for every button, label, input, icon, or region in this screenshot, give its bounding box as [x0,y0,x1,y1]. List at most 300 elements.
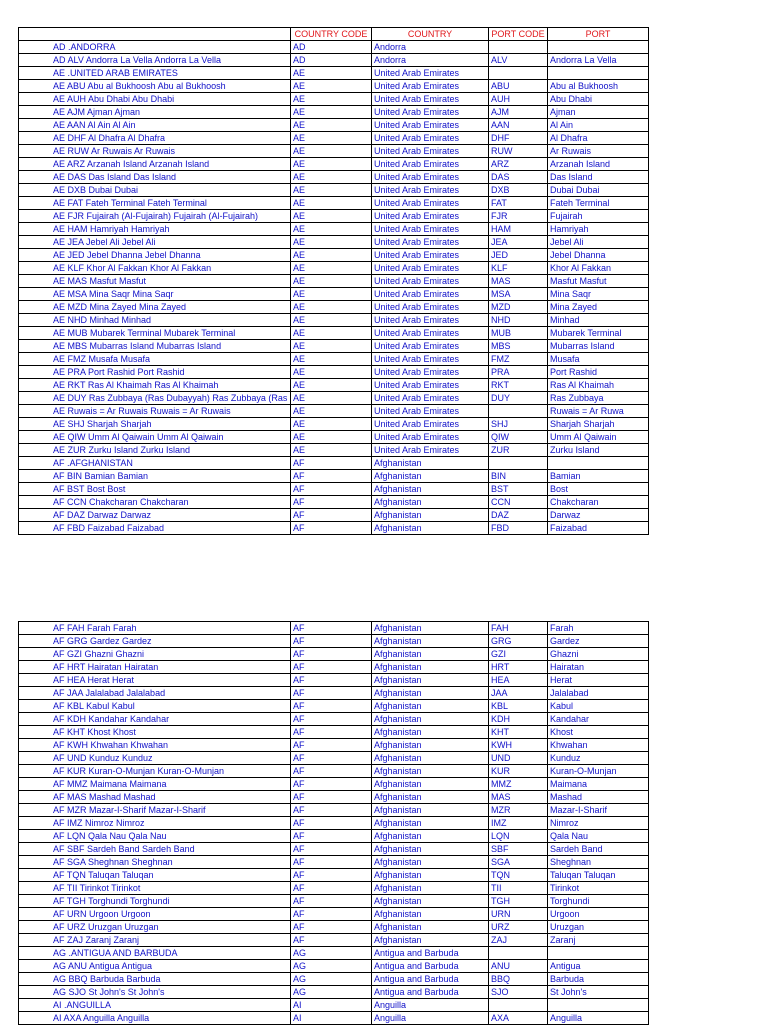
cell-port [548,947,649,960]
cell-port: Fateh Terminal [548,197,649,210]
cell-description: AE FMZ Musafa Musafa [19,353,291,366]
table-row [19,648,649,661]
table-row [19,661,649,674]
cell-country-code: AF [291,804,372,817]
table-row [19,132,649,145]
cell-description: AF KWH Khwahan Khwahan [19,739,291,752]
table-row [19,973,649,986]
cell-port: Nimroz [548,817,649,830]
cell-description: AF URN Urgoon Urgoon [19,908,291,921]
cell-port-code: KDH [489,713,548,726]
cell-port: Mina Saqr [548,288,649,301]
cell-port: Torghundi [548,895,649,908]
table-row [19,249,649,262]
cell-port-code [489,457,548,470]
cell-port: Sheghnan [548,856,649,869]
cell-country: Afghanistan [372,635,489,648]
cell-port: Kuran-O-Munjan [548,765,649,778]
cell-country: Afghanistan [372,791,489,804]
cell-description: AE DHF Al Dhafra Al Dhafra [19,132,291,145]
cell-country-code: AF [291,895,372,908]
cell-port: Maimana [548,778,649,791]
cell-port-code: HRT [489,661,548,674]
cell-country: Afghanistan [372,934,489,947]
cell-country-code: AF [291,817,372,830]
cell-country: United Arab Emirates [372,431,489,444]
cell-country: Afghanistan [372,778,489,791]
cell-country-code: AE [291,418,372,431]
cell-country-code: AE [291,236,372,249]
cell-country-code: AF [291,483,372,496]
cell-description: AF KBL Kabul Kabul [19,700,291,713]
table-row [19,197,649,210]
cell-description: AE DAS Das Island Das Island [19,171,291,184]
cell-port: Mazar-I-Sharif [548,804,649,817]
cell-country-code: AE [291,210,372,223]
cell-country: United Arab Emirates [372,444,489,457]
cell-country-code: AF [291,843,372,856]
cell-country-code: AF [291,856,372,869]
cell-port: Faizabad [548,522,649,535]
cell-country-code: AF [291,830,372,843]
cell-country-code: AF [291,921,372,934]
cell-port: Jebel Ali [548,236,649,249]
cell-country: United Arab Emirates [372,80,489,93]
cell-country: United Arab Emirates [372,405,489,418]
cell-country-code: AD [291,41,372,54]
cell-port: Ar Ruwais [548,145,649,158]
cell-port: Gardez [548,635,649,648]
cell-country-code: AE [291,327,372,340]
cell-country: United Arab Emirates [372,93,489,106]
cell-country-code: AE [291,431,372,444]
cell-description: AE MBS Mubarras Island Mubarras Island [19,340,291,353]
cell-port: Farah [548,622,649,635]
table-row [19,483,649,496]
cell-port: Urgoon [548,908,649,921]
cell-country: United Arab Emirates [372,236,489,249]
cell-port: Khor Al Fakkan [548,262,649,275]
cell-country-code: AF [291,882,372,895]
port-codes-table-2 [18,621,649,1025]
cell-port: Anguilla [548,1012,649,1025]
cell-description: AE FJR Fujairah (Al-Fujairah) Fujairah (Al-Fujairah) [19,210,291,223]
cell-port-code: UND [489,752,548,765]
cell-port: Zurku Island [548,444,649,457]
cell-country: United Arab Emirates [372,171,489,184]
cell-port-code: DHF [489,132,548,145]
table-row [19,327,649,340]
table-row [19,93,649,106]
cell-port: Kunduz [548,752,649,765]
cell-port: Al Ain [548,119,649,132]
cell-country: Afghanistan [372,509,489,522]
table-row [19,895,649,908]
cell-port: Umm Al Qaiwain [548,431,649,444]
cell-port-code: SGA [489,856,548,869]
cell-port-code: HAM [489,223,548,236]
cell-description: AF MMZ Maimana Maimana [19,778,291,791]
table-row [19,960,649,973]
cell-description: AF FAH Farah Farah [19,622,291,635]
cell-description: AE ABU Abu al Bukhoosh Abu al Bukhoosh [19,80,291,93]
cell-port-code: KWH [489,739,548,752]
header-country-code: COUNTRY CODE [291,28,372,41]
table-row [19,817,649,830]
table-row [19,739,649,752]
cell-port-code [489,67,548,80]
cell-port-code: BST [489,483,548,496]
cell-country: United Arab Emirates [372,301,489,314]
cell-country: Afghanistan [372,921,489,934]
cell-description: AE QIW Umm Al Qaiwain Umm Al Qaiwain [19,431,291,444]
cell-description: AD ALV Andorra La Vella Andorra La Vella [19,54,291,67]
cell-port-code: DXB [489,184,548,197]
header-country: COUNTRY [372,28,489,41]
cell-description: AE NHD Minhad Minhad [19,314,291,327]
cell-port: Uruzgan [548,921,649,934]
cell-country: Afghanistan [372,483,489,496]
cell-port [548,457,649,470]
cell-description: AE AAN Al Ain Al Ain [19,119,291,132]
cell-port-code: KHT [489,726,548,739]
cell-description: AE Ruwais = Ar Ruwais Ruwais = Ar Ruwais [19,405,291,418]
cell-description: AF UND Kunduz Kunduz [19,752,291,765]
cell-description: AE .UNITED ARAB EMIRATES [19,67,291,80]
cell-port-code: ZUR [489,444,548,457]
cell-port-code: BIN [489,470,548,483]
table-row [19,67,649,80]
cell-port: Arzanah Island [548,158,649,171]
cell-country-code: AE [291,106,372,119]
cell-port [548,67,649,80]
table-row [19,392,649,405]
cell-port-code: MZR [489,804,548,817]
cell-port-code: MAS [489,791,548,804]
cell-country-code: AF [291,470,372,483]
cell-port: Antigua [548,960,649,973]
cell-country: Afghanistan [372,752,489,765]
cell-port-code: MZD [489,301,548,314]
cell-port-code: AXA [489,1012,548,1025]
cell-port-code: NHD [489,314,548,327]
cell-port-code: KBL [489,700,548,713]
cell-country: Afghanistan [372,895,489,908]
cell-port: Port Rashid [548,366,649,379]
cell-country: United Arab Emirates [372,197,489,210]
cell-country: Afghanistan [372,622,489,635]
cell-port: Das Island [548,171,649,184]
cell-port: Barbuda [548,973,649,986]
cell-port-code: IMZ [489,817,548,830]
cell-description: AF KUR Kuran-O-Munjan Kuran-O-Munjan [19,765,291,778]
cell-port-code: TQN [489,869,548,882]
cell-port: Mashad [548,791,649,804]
cell-description: AF SGA Sheghnan Sheghnan [19,856,291,869]
table-row [19,843,649,856]
cell-port-code: KUR [489,765,548,778]
cell-description: AE ZUR Zurku Island Zurku Island [19,444,291,457]
cell-country-code: AE [291,223,372,236]
cell-port-code: FJR [489,210,548,223]
table-row [19,635,649,648]
table-row [19,470,649,483]
table-row [19,674,649,687]
cell-port-code: ABU [489,80,548,93]
cell-description: AF JAA Jalalabad Jalalabad [19,687,291,700]
cell-description: AE HAM Hamriyah Hamriyah [19,223,291,236]
cell-country: Afghanistan [372,830,489,843]
cell-port-code: ALV [489,54,548,67]
cell-description: AE DXB Dubai Dubai [19,184,291,197]
cell-country-code: AF [291,726,372,739]
cell-country: United Arab Emirates [372,210,489,223]
table-row [19,171,649,184]
cell-port: Kabul [548,700,649,713]
cell-description: AE RKT Ras Al Khaimah Ras Al Khaimah [19,379,291,392]
cell-description: AF FBD Faizabad Faizabad [19,522,291,535]
cell-description: AE MZD Mina Zayed Mina Zayed [19,301,291,314]
cell-port-code: CCN [489,496,548,509]
table-row [19,301,649,314]
cell-port-code: JEA [489,236,548,249]
cell-description: AE AJM Ajman Ajman [19,106,291,119]
table-row [19,999,649,1012]
cell-port: Ghazni [548,648,649,661]
cell-country: Afghanistan [372,713,489,726]
cell-port: Khost [548,726,649,739]
cell-country: Anguilla [372,999,489,1012]
cell-port-code: RKT [489,379,548,392]
cell-country-code: AF [291,765,372,778]
cell-port: Mina Zayed [548,301,649,314]
cell-country: United Arab Emirates [372,366,489,379]
table-row [19,418,649,431]
cell-description: AF MZR Mazar-I-Sharif Mazar-I-Sharif [19,804,291,817]
cell-description: AG BBQ Barbuda Barbuda [19,973,291,986]
cell-country-code: AF [291,661,372,674]
cell-country-code: AF [291,869,372,882]
table-row [19,41,649,54]
cell-port: Musafa [548,353,649,366]
table-row [19,366,649,379]
cell-country-code: AE [291,197,372,210]
cell-port-code: MSA [489,288,548,301]
cell-country-code: AE [291,262,372,275]
cell-port-code: JAA [489,687,548,700]
cell-country: United Arab Emirates [372,119,489,132]
cell-country: Antigua and Barbuda [372,960,489,973]
cell-port-code: QIW [489,431,548,444]
cell-description: AF BIN Bamian Bamian [19,470,291,483]
cell-port: Sardeh Band [548,843,649,856]
table-row [19,882,649,895]
cell-country: United Arab Emirates [372,132,489,145]
table-row [19,869,649,882]
cell-description: AF KDH Kandahar Kandahar [19,713,291,726]
cell-country-code: AE [291,80,372,93]
table-row [19,405,649,418]
cell-port-code: LQN [489,830,548,843]
cell-country: Afghanistan [372,687,489,700]
cell-country: Afghanistan [372,765,489,778]
cell-port: Darwaz [548,509,649,522]
cell-country: Afghanistan [372,648,489,661]
table-row [19,158,649,171]
cell-port: Andorra La Vella [548,54,649,67]
table-row [19,700,649,713]
table-row [19,713,649,726]
cell-country-code: AE [291,184,372,197]
cell-country: Afghanistan [372,470,489,483]
cell-country: United Arab Emirates [372,288,489,301]
table-row [19,1012,649,1025]
cell-port: Hairatan [548,661,649,674]
cell-country: Afghanistan [372,817,489,830]
cell-country-code: AE [291,249,372,262]
header-port: PORT [548,28,649,41]
cell-port: Al Dhafra [548,132,649,145]
cell-country: United Arab Emirates [372,184,489,197]
cell-port: Kandahar [548,713,649,726]
table-row [19,236,649,249]
cell-country: United Arab Emirates [372,158,489,171]
table-row [19,119,649,132]
cell-port-code: AAN [489,119,548,132]
cell-country-code: AF [291,752,372,765]
cell-country: United Arab Emirates [372,249,489,262]
cell-port: Mubarek Terminal [548,327,649,340]
cell-description: AI .ANGUILLA [19,999,291,1012]
cell-country: United Arab Emirates [372,418,489,431]
cell-port-code [489,947,548,960]
cell-port: Hamriyah [548,223,649,236]
cell-country: Andorra [372,41,489,54]
cell-description: AE RUW Ar Ruwais Ar Ruwais [19,145,291,158]
cell-description: AE JEA Jebel Ali Jebel Ali [19,236,291,249]
cell-port-code: MMZ [489,778,548,791]
cell-country: Afghanistan [372,496,489,509]
cell-description: AF DAZ Darwaz Darwaz [19,509,291,522]
table-row [19,288,649,301]
cell-country: Afghanistan [372,674,489,687]
cell-country: United Arab Emirates [372,327,489,340]
cell-port: Ruwais = Ar Ruwa [548,405,649,418]
cell-country-code: AE [291,392,372,405]
cell-country: Antigua and Barbuda [372,986,489,999]
cell-country-code: AF [291,622,372,635]
table-row [19,145,649,158]
table-row [19,986,649,999]
cell-port-code: JED [489,249,548,262]
cell-country-code: AE [291,171,372,184]
cell-port: Herat [548,674,649,687]
cell-description: AE KLF Khor Al Fakkan Khor Al Fakkan [19,262,291,275]
cell-description: AE ARZ Arzanah Island Arzanah Island [19,158,291,171]
cell-country-code: AE [291,366,372,379]
cell-port-code: HEA [489,674,548,687]
table-row [19,830,649,843]
cell-description: AE JED Jebel Dhanna Jebel Dhanna [19,249,291,262]
table-row [19,457,649,470]
cell-country: Afghanistan [372,869,489,882]
cell-description: AF TGH Torghundi Torghundi [19,895,291,908]
cell-description: AE PRA Port Rashid Port Rashid [19,366,291,379]
cell-port: Abu al Bukhoosh [548,80,649,93]
cell-description: AF HRT Hairatan Hairatan [19,661,291,674]
cell-country: United Arab Emirates [372,340,489,353]
cell-description: AF GRG Gardez Gardez [19,635,291,648]
cell-country-code: AE [291,405,372,418]
cell-port: Tirinkot [548,882,649,895]
table-row [19,340,649,353]
table-row [19,908,649,921]
cell-description: AG .ANTIGUA AND BARBUDA [19,947,291,960]
cell-port: Abu Dhabi [548,93,649,106]
table-row [19,778,649,791]
cell-port-code: RUW [489,145,548,158]
cell-port [548,999,649,1012]
cell-country-code: AE [291,444,372,457]
cell-description: AE MSA Mina Saqr Mina Saqr [19,288,291,301]
cell-description: AF KHT Khost Khost [19,726,291,739]
table-row [19,353,649,366]
cell-port-code [489,41,548,54]
cell-country-code: AF [291,635,372,648]
cell-country: United Arab Emirates [372,314,489,327]
cell-country-code: AF [291,522,372,535]
cell-country-code: AG [291,973,372,986]
cell-port-code: FBD [489,522,548,535]
cell-country-code: AE [291,353,372,366]
cell-country-code: AF [291,908,372,921]
cell-description: AF LQN Qala Nau Qala Nau [19,830,291,843]
cell-port-code: PRA [489,366,548,379]
cell-country: Anguilla [372,1012,489,1025]
cell-country-code: AF [291,934,372,947]
cell-port-code: ARZ [489,158,548,171]
table-row [19,921,649,934]
cell-port-code: DUY [489,392,548,405]
cell-description: AF ZAJ Zaranj Zaranj [19,934,291,947]
table-row [19,184,649,197]
cell-country: Afghanistan [372,726,489,739]
table-row [19,726,649,739]
cell-description: AF CCN Chakcharan Chakcharan [19,496,291,509]
cell-description: AF .AFGHANISTAN [19,457,291,470]
cell-country-code: AI [291,999,372,1012]
cell-description: AE SHJ Sharjah Sharjah [19,418,291,431]
port-codes-table-1 [18,27,649,535]
cell-country-code: AF [291,713,372,726]
cell-description: AG ANU Antigua Antigua [19,960,291,973]
cell-port-code: TII [489,882,548,895]
cell-port: Bost [548,483,649,496]
cell-country-code: AF [291,457,372,470]
table-row [19,496,649,509]
cell-port: Minhad [548,314,649,327]
table-2-body [19,622,649,1025]
table-row [19,54,649,67]
cell-country-code: AE [291,145,372,158]
cell-port-code: GZI [489,648,548,661]
cell-country-code: AF [291,509,372,522]
cell-port-code: KLF [489,262,548,275]
cell-port: Bamian [548,470,649,483]
table-row [19,752,649,765]
cell-description: AF BST Bost Bost [19,483,291,496]
table-row [19,379,649,392]
